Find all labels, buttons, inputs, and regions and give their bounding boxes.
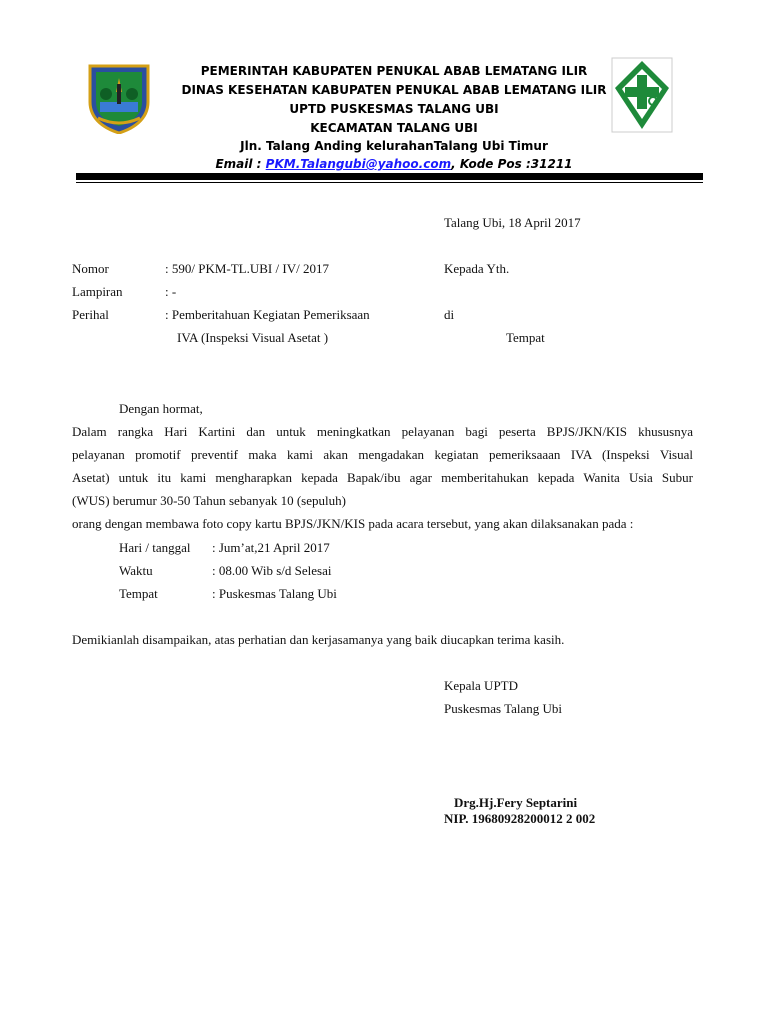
header-divider-thick	[76, 173, 703, 180]
header-address: Jln. Talang Anding kelurahanTalang Ubi Timur	[240, 139, 548, 153]
nomor-label: Nomor	[72, 261, 109, 276]
body-line-2: pelayanan promotif preventif maka kami akan mengadakan kegiatan pemeriksaaan IVA (Inspeksi Visual	[72, 447, 693, 462]
perihal-label: Perihal	[72, 307, 109, 322]
header-government: PEMERINTAH KABUPATEN PENUKAL ABAB LEMATANG ILIR	[200, 64, 588, 78]
recipient-place: Tempat	[506, 330, 545, 345]
lampiran-label: Lampiran	[72, 284, 123, 299]
salutation: Dengan hormat,	[119, 401, 203, 416]
signatory-nip: NIP. 19680928200012 2 002	[444, 811, 596, 826]
perihal-value-2: IVA (Inspeksi Visual Asetat )	[177, 330, 329, 345]
email-label: Email :	[215, 157, 266, 171]
regency-seal-icon	[86, 62, 152, 134]
signatory-title: Kepala UPTD	[444, 678, 519, 693]
lampiran-value: : -	[165, 284, 177, 299]
hari-label: Hari / tanggal	[119, 540, 191, 555]
header-department: DINAS KESEHATAN KABUPATEN PENUKAL ABAB LEMATANG ILIR	[181, 83, 607, 97]
body-line-4: (WUS) berumur 30-50 Tahun sebanyak 10 (sepuluh)	[72, 493, 346, 508]
tempat-value: : Puskesmas Talang Ubi	[212, 586, 337, 601]
recipient-di: di	[444, 307, 455, 322]
nomor-value: : 590/ PKM-TL.UBI / IV/ 2017	[165, 261, 329, 276]
header-uptd: UPTD PUSKESMAS TALANG UBI	[289, 102, 499, 116]
signatory-name: Drg.Hj.Fery Septarini	[454, 795, 578, 810]
body-line-1: Dalam rangka Hari Kartini dan untuk meningkatkan pelayanan bagi peserta BPJS/JKN/KIS khususnya	[72, 424, 693, 439]
perihal-value-1: : Pemberitahuan Kegiatan Pemeriksaan	[165, 307, 370, 322]
header-district: KECAMATAN TALANG UBI	[310, 121, 478, 135]
body-line-5: orang dengan membawa foto copy kartu BPJS/JKN/KIS pada acara tersebut, yang akan dilaksanakan pada :	[72, 516, 634, 531]
hari-value: : Jum’at,21 April 2017	[212, 540, 330, 555]
postal-code: , Kode Pos :31211	[451, 157, 573, 171]
closing-text: Demikianlah disampaikan, atas perhatian dan kerjasamanya yang baik diucapkan terima kasih.	[72, 632, 565, 647]
header-divider-thin	[76, 182, 703, 183]
waktu-value: : 08.00 Wib s/d Selesai	[212, 563, 332, 578]
tempat-label: Tempat	[119, 586, 158, 601]
body-line-3: Asetat) untuk itu kami mengharapkan kepada Bapak/ibu agar memberitahukan kepada Wanita Usia Subur	[72, 470, 693, 485]
letter-date: Talang Ubi, 18 April 2017	[444, 215, 581, 230]
email-link[interactable]: PKM.Talangubi@yahoo.com	[265, 157, 452, 171]
waktu-label: Waktu	[119, 563, 153, 578]
recipient-heading: Kepada Yth.	[444, 261, 510, 276]
header-contact	[150, 157, 638, 171]
signatory-office: Puskesmas Talang Ubi	[444, 701, 563, 716]
